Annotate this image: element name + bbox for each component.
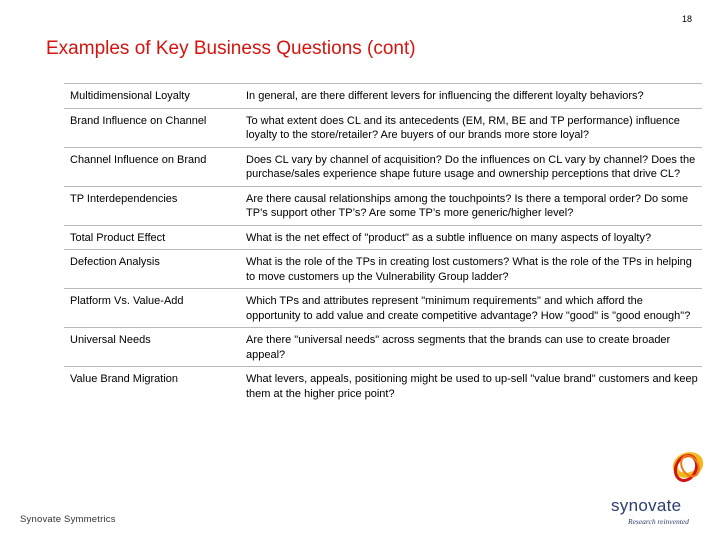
row-question: In general, are there different levers for influencing the different loyalty behaviors? xyxy=(246,90,644,102)
footer-text: Synovate Symmetrics xyxy=(20,514,116,525)
row-topic: Channel Influence on Brand xyxy=(70,153,207,166)
table-row xyxy=(64,328,702,367)
logo-tagline: Research reinvented xyxy=(628,517,689,526)
row-topic: Universal Needs xyxy=(70,334,151,346)
row-question: What is the net effect of "product" as a subtle influence on many aspects of loyalty? xyxy=(246,231,652,244)
row-question: What is the role of the TPs in creating lost customers? What is the role of the TPs in helping to move customers up the Vulnerability Group ladder? xyxy=(246,256,692,283)
row-topic: TP Interdependencies xyxy=(70,192,178,205)
table-row xyxy=(64,108,702,147)
page-number: 18 xyxy=(681,14,692,24)
row-question: Does CL vary by channel of acquisition? Do the influences on CL vary by channel? Does the purchase/sales experience shape future usage and ownership perceptions that drive CL? xyxy=(246,153,696,180)
table-row xyxy=(64,84,702,109)
row-topic: Total Product Effect xyxy=(70,231,166,244)
row-question: Are there "universal needs" across segments that the brands can use to create broader appeal? xyxy=(246,334,671,361)
row-topic: Brand Influence on Channel xyxy=(70,114,207,127)
page-title: Examples of Key Business Questions (cont) xyxy=(46,38,416,59)
row-topic: Value Brand Migration xyxy=(70,373,179,385)
row-topic: Defection Analysis xyxy=(70,256,160,268)
table-row xyxy=(64,250,702,289)
row-question: Which TPs and attributes represent "minimum requirements" and which afford the opportunity to add value and create competitive advantage? How "good" is "good enough"? xyxy=(246,295,691,322)
row-question: Are there causal relationships among the touchpoints? Is there a temporal order? Do some TP’s support other TP’s? Are some TP’s more generic/higher level? xyxy=(246,192,689,219)
table-row xyxy=(64,367,702,406)
row-topic: Multidimensional Loyalty xyxy=(70,90,190,102)
row-topic: Platform Vs. Value-Add xyxy=(70,295,184,307)
row-question: To what extent does CL and its antecedents (EM, RM, BE and TP performance) influence loyalty to the store/retailer? Are buyers of our brands more store loyal? xyxy=(246,114,680,141)
table-row xyxy=(64,186,702,225)
row-question: What levers, appeals, positioning might be used to up-sell "value brand" customers and keep them at the higher price point? xyxy=(246,373,698,400)
logo-wordmark: synovate xyxy=(611,496,682,515)
table-row xyxy=(64,225,702,250)
table-row xyxy=(64,147,702,186)
questions-table xyxy=(64,83,702,405)
table-row xyxy=(64,289,702,328)
